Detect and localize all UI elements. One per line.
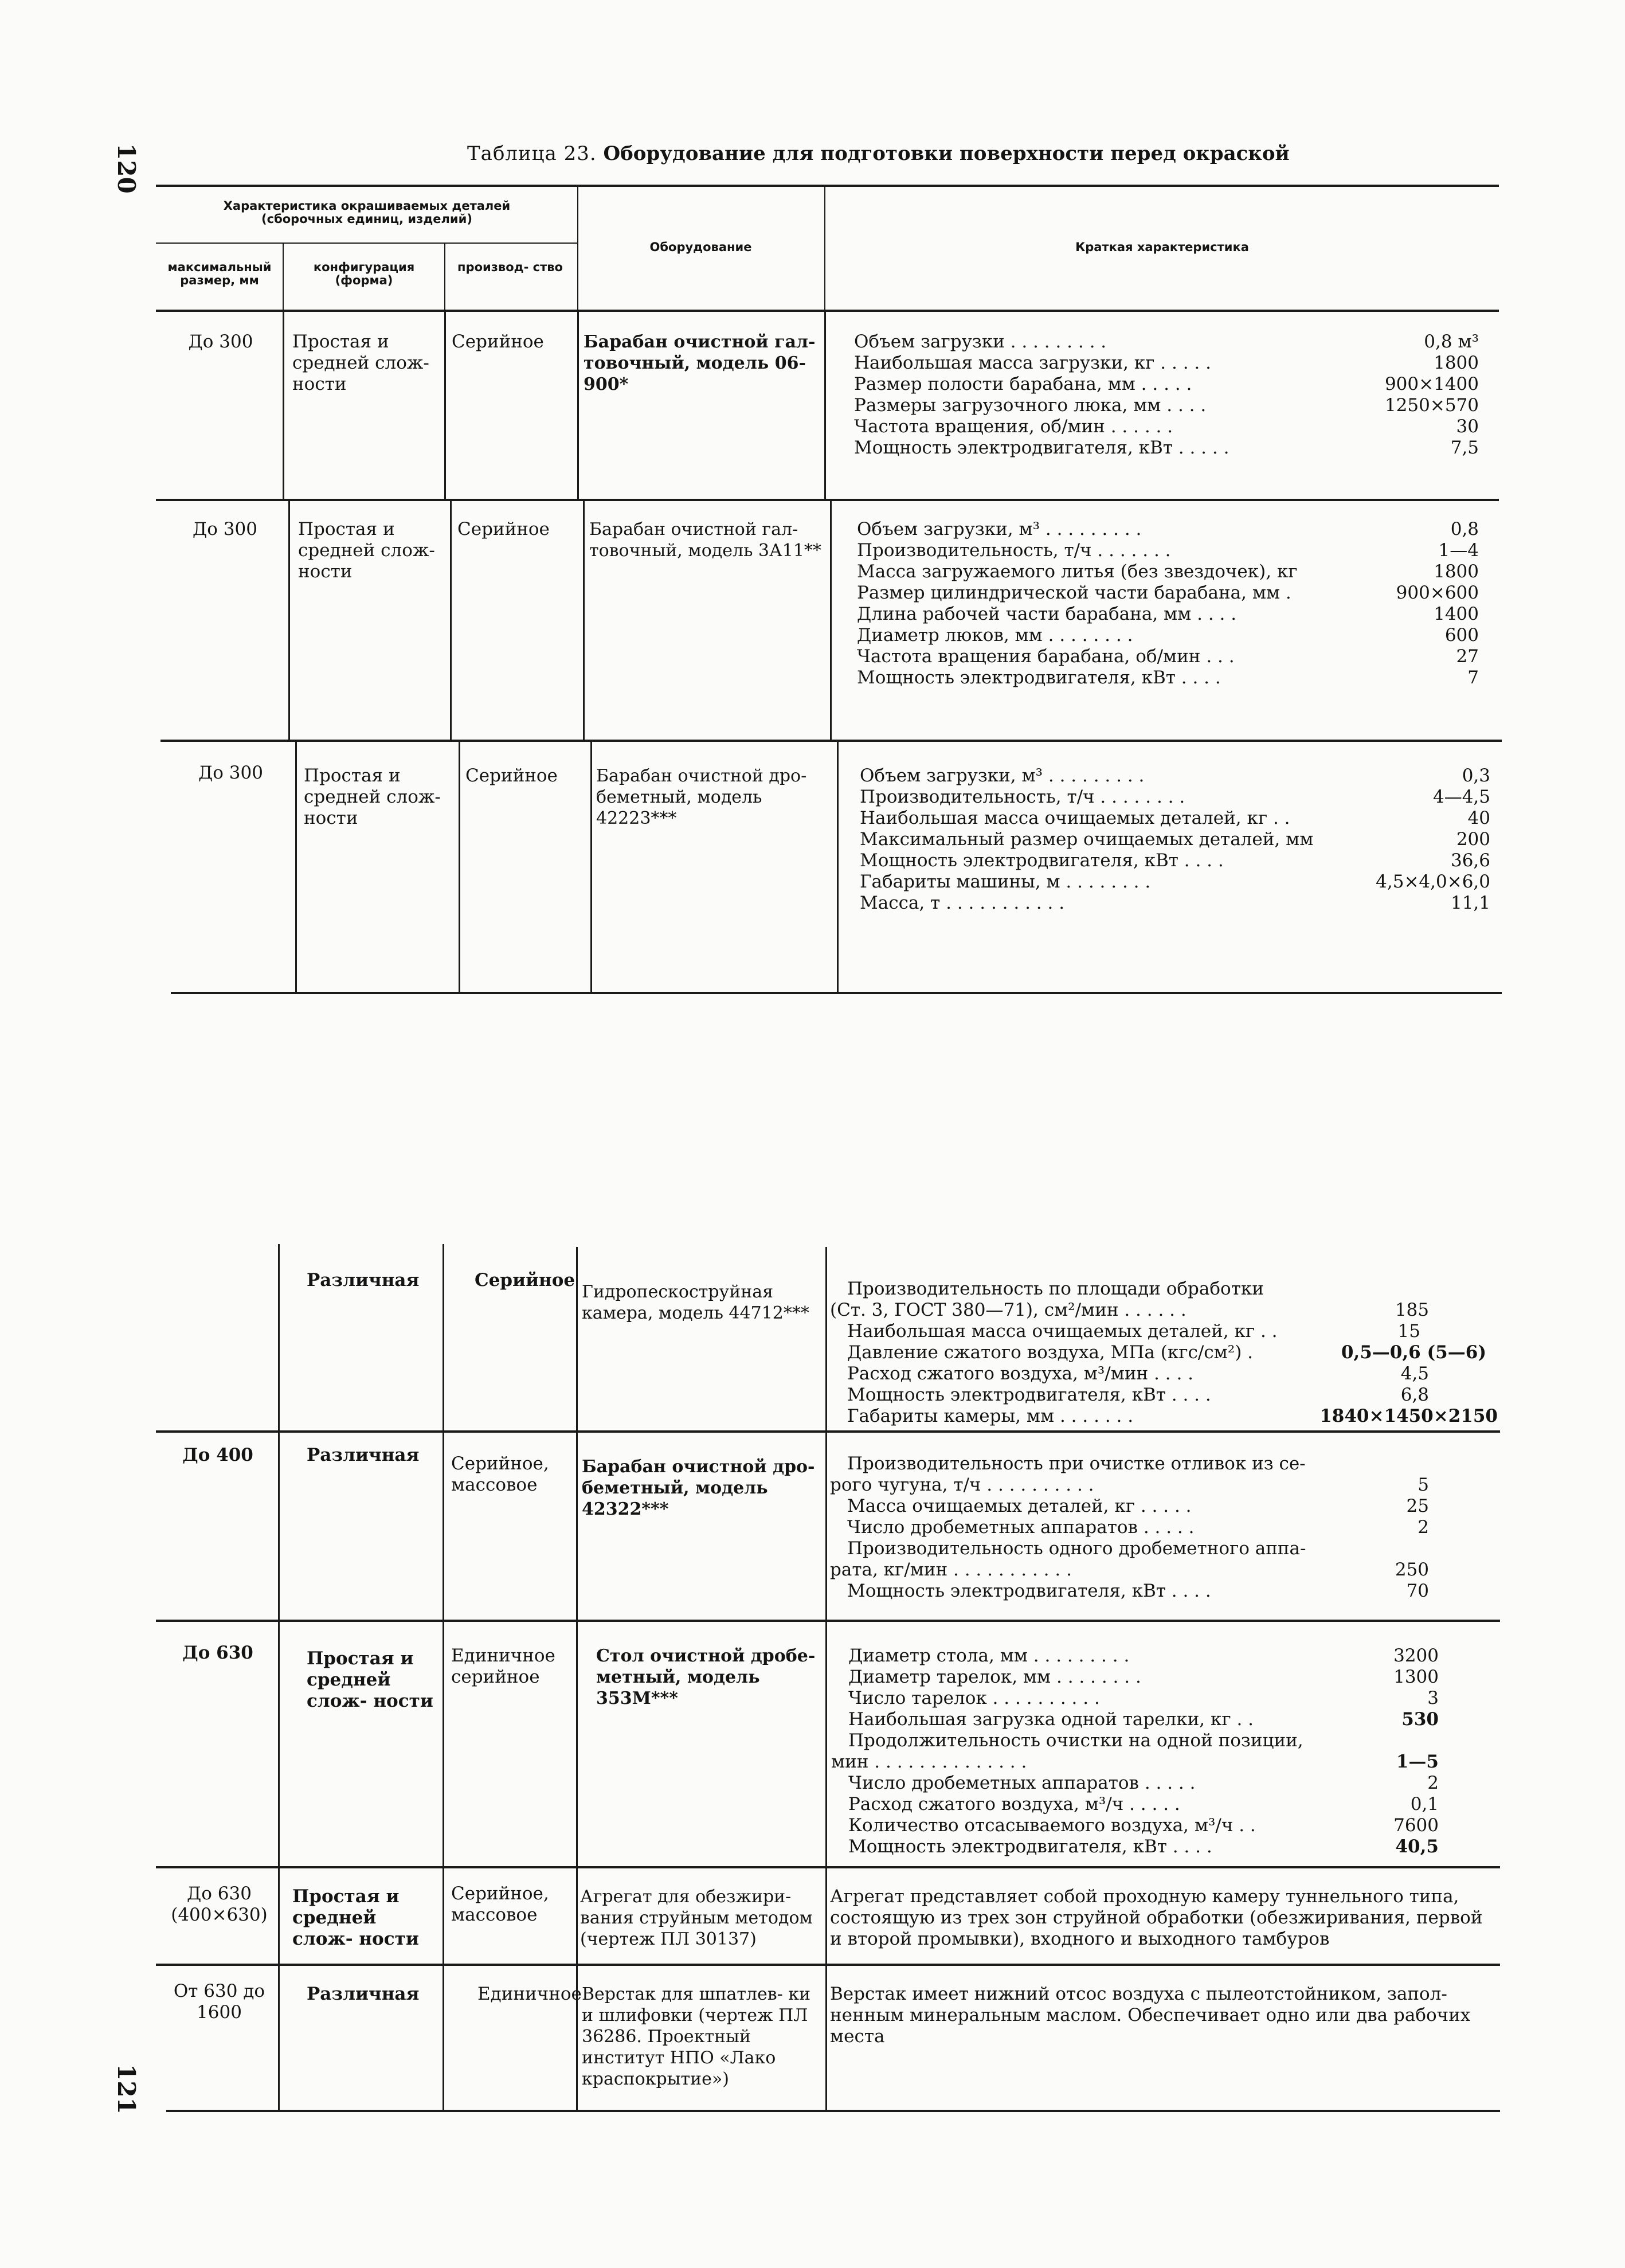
- row-4-shape: Различная: [307, 1270, 420, 1291]
- spec-row: [854, 395, 1479, 416]
- row-6-specs: [831, 1645, 1467, 1858]
- spec-label: Масса очищаемых деталей, кг . . . . .: [847, 1496, 1192, 1516]
- page-number-bottom: 121: [112, 2064, 140, 2114]
- spec-label: Частота вращения, об/мин . . . . . .: [854, 416, 1173, 437]
- row-6-shape: Простая и средней слож- ности: [307, 1648, 433, 1711]
- spec-label: Масса загружаемого литья (без звездочек), кг: [857, 561, 1298, 582]
- table-title-text: Оборудование для подготовки поверхности перед окраской: [603, 142, 1290, 165]
- spec-label: Максимальный размер очищаемых деталей, мм: [860, 829, 1314, 850]
- page-number-top: 120: [112, 143, 140, 194]
- spec-row: [857, 604, 1479, 625]
- spec-value: 4,5×4,0×6,0: [1376, 871, 1490, 892]
- row-1-shape: Простая и средней слож- ности: [292, 331, 429, 394]
- spec-label: Размеры загрузочного люка, мм . . . .: [854, 395, 1207, 416]
- spec-label: Производительность по площади обработки: [847, 1278, 1264, 1299]
- spec-value: 1—4: [1438, 540, 1479, 561]
- spec-label: Объем загрузки . . . . . . . . .: [854, 331, 1107, 352]
- row-5-shape: Различная: [307, 1445, 420, 1465]
- spec-value: 3: [1427, 1688, 1439, 1708]
- row-1-production: Серийное: [452, 331, 544, 352]
- spec-value: 2: [1427, 1773, 1439, 1793]
- spec-row: [848, 1836, 1467, 1858]
- spec-value: 1—5: [1396, 1751, 1439, 1772]
- spec-label: Наибольшая масса очищаемых деталей, кг . .: [860, 808, 1290, 828]
- spec-value: 900×600: [1396, 582, 1479, 603]
- spec-row: [847, 1538, 1486, 1559]
- spec-row: [860, 829, 1490, 850]
- spec-value: 40,5: [1395, 1836, 1439, 1857]
- spec-row: [854, 416, 1479, 437]
- spec-value: 1300: [1393, 1667, 1439, 1687]
- header-equipment: Оборудование: [649, 240, 752, 254]
- spec-label: Диаметр стола, мм . . . . . . . . .: [848, 1645, 1130, 1666]
- spec-value: 7600: [1393, 1815, 1439, 1836]
- spec-label: Габариты машины, м . . . . . . . .: [860, 871, 1151, 892]
- spec-value: 1800: [1434, 353, 1479, 373]
- spec-label: Мощность электродвигателя, кВт . . . .: [847, 1581, 1211, 1601]
- spec-row: [847, 1321, 1498, 1342]
- spec-row: [860, 765, 1490, 787]
- spec-value: 7,5: [1450, 437, 1479, 458]
- spec-row: [857, 646, 1479, 667]
- spec-row: [848, 1709, 1467, 1730]
- row-4-equipment: Гидропескоструйная камера, модель 44712***: [582, 1282, 809, 1323]
- spec-label: Продолжительность очистки на одной позиции,: [848, 1730, 1303, 1751]
- header-characteristics: Краткая характеристика: [1075, 240, 1249, 254]
- spec-label: Производительность при очистке отливок из се-: [847, 1453, 1306, 1474]
- spec-value: 250: [1395, 1559, 1429, 1580]
- row-8-shape: Различная: [307, 1984, 420, 2004]
- spec-value: 30: [1456, 416, 1479, 437]
- spec-value: 5: [1418, 1475, 1429, 1495]
- row-2-equipment: Барабан очистной гал- товочный, модель 3А11**: [589, 519, 821, 561]
- spec-label: Частота вращения барабана, об/мин . . .: [857, 646, 1235, 667]
- spec-value: 0,1: [1410, 1794, 1439, 1815]
- table-title: [467, 142, 1290, 165]
- spec-label: Диаметр люков, мм . . . . . . . .: [857, 625, 1133, 646]
- spec-row: [847, 1496, 1486, 1517]
- spec-value: 1250×570: [1384, 395, 1479, 416]
- spec-row: [860, 871, 1490, 893]
- spec-row: [848, 1815, 1467, 1836]
- spec-value: 25: [1406, 1496, 1429, 1516]
- spec-label: Размер полости барабана, мм . . . . .: [854, 374, 1192, 394]
- row-3-shape: Простая и средней слож- ности: [304, 765, 441, 828]
- row-3-equipment: Барабан очистной дро- беметный, модель 42223***: [596, 766, 807, 828]
- row-5-size: До 400: [182, 1445, 253, 1465]
- row-7-size: До 630 (400×630): [171, 1883, 268, 1925]
- spec-value: 36,6: [1450, 850, 1490, 871]
- row-7-shape: Простая и средней слож- ности: [292, 1886, 419, 1949]
- row-1-specs: [854, 331, 1479, 459]
- spec-label: Габариты камеры, мм . . . . . . .: [847, 1406, 1134, 1426]
- spec-row: [857, 625, 1479, 646]
- spec-value: 11,1: [1450, 893, 1490, 913]
- spec-value: 27: [1456, 646, 1479, 667]
- spec-value: 0,8 м³: [1424, 331, 1479, 352]
- spec-value: 70: [1406, 1581, 1429, 1601]
- spec-value: 900×1400: [1384, 374, 1479, 394]
- spec-value: 40: [1467, 808, 1490, 828]
- spec-row: [830, 1475, 1486, 1496]
- spec-row: [848, 1773, 1467, 1794]
- spec-label: Масса, т . . . . . . . . . . .: [860, 893, 1065, 913]
- spec-row: [854, 437, 1479, 459]
- spec-value: 7: [1467, 667, 1479, 688]
- spec-value: 1840×1450×2150: [1319, 1406, 1498, 1426]
- spec-label: Размер цилиндрической части барабана, мм .: [857, 582, 1291, 603]
- spec-label: Расход сжатого воздуха, м³/ч . . . . .: [848, 1794, 1180, 1815]
- row-6-production: Единичное серийное: [451, 1645, 555, 1687]
- spec-value: 6,8: [1400, 1385, 1429, 1405]
- spec-row: [860, 893, 1490, 914]
- spec-label: Мощность электродвигателя, кВт . . . .: [847, 1385, 1211, 1405]
- row-3-size: До 300: [198, 762, 263, 783]
- spec-label: Диаметр тарелок, мм . . . . . . . .: [848, 1667, 1141, 1687]
- spec-row: [848, 1667, 1467, 1688]
- spec-value: 0,3: [1462, 765, 1490, 786]
- spec-value: 530: [1401, 1709, 1439, 1730]
- spec-label: Количество отсасываемого воздуха, м³/ч . .: [848, 1815, 1256, 1836]
- header-shape: конфигурация (форма): [313, 260, 415, 287]
- spec-value: 1400: [1434, 604, 1479, 624]
- spec-label: Производительность, т/ч . . . . . . . .: [860, 787, 1185, 807]
- row-7-description: Агрегат представляет собой проходную камеру туннельного типа, состоящую из трех зон струйной обработки (обезжиривания, первой и второй промывки), входного и выходного тамбуров: [830, 1886, 1483, 1949]
- row-2-specs: [857, 519, 1479, 689]
- spec-label: рата, кг/мин . . . . . . . . . . .: [830, 1559, 1072, 1580]
- row-2-shape: Простая и средней слож- ности: [298, 519, 435, 582]
- spec-value: 0,8: [1450, 519, 1479, 539]
- spec-value: 1800: [1434, 561, 1479, 582]
- spec-label: Мощность электродвигателя, кВт . . . . .: [854, 437, 1229, 458]
- row-7-equipment: Агрегат для обезжири- вания струйным методом (чертеж ПЛ 30137): [580, 1887, 813, 1949]
- row-8-equipment: Верстак для шпатлев- ки и шлифовки (чертеж ПЛ 36286. Проектный институт НПО «Лако краспокрытие»): [582, 1984, 811, 2089]
- row-8-production: Единичное: [477, 1984, 582, 2004]
- row-6-equipment: Стол очистной дробе- метный, модель 353М***: [596, 1646, 816, 1708]
- row-8-size: От 630 до 1600: [173, 1981, 265, 2023]
- row-8-description: Верстак имеет нижний отсос воздуха с пылеотстойником, запол- ненным минеральным маслом. Обеспечивает одно или два рабочих места: [830, 1984, 1471, 2047]
- row-4-production: Серийное: [475, 1270, 575, 1291]
- spec-row: [847, 1363, 1498, 1385]
- spec-label: Число дробеметных аппаратов . . . . .: [847, 1517, 1195, 1538]
- spec-label: Объем загрузки, м³ . . . . . . . . .: [857, 519, 1142, 539]
- spec-row: [847, 1581, 1486, 1602]
- spec-row: [847, 1406, 1498, 1427]
- spec-label: Число дробеметных аппаратов . . . . .: [848, 1773, 1196, 1793]
- spec-row: [830, 1300, 1498, 1321]
- spec-row: [847, 1342, 1498, 1363]
- spec-label: Мощность электродвигателя, кВт . . . .: [860, 850, 1224, 871]
- header-production: производ- ство: [457, 260, 563, 274]
- spec-row: [857, 582, 1479, 604]
- spec-label: Объем загрузки, м³ . . . . . . . . .: [860, 765, 1145, 786]
- spec-value: 200: [1456, 829, 1490, 850]
- spec-row: [854, 353, 1479, 374]
- row-4-specs: [830, 1278, 1498, 1427]
- spec-value: 3200: [1393, 1645, 1439, 1666]
- row-1-equipment: Барабан очистной гал- товочный, модель 06-900*: [584, 332, 816, 394]
- spec-row: [860, 787, 1490, 808]
- spec-row: [848, 1645, 1467, 1667]
- spec-row: [857, 561, 1479, 582]
- spec-row: [857, 519, 1479, 540]
- spec-label: Длина рабочей части барабана, мм . . . .: [857, 604, 1237, 624]
- spec-row: [830, 1559, 1486, 1581]
- row-7-production: Серийное, массовое: [451, 1883, 549, 1925]
- row-5-production: Серийное, массовое: [451, 1453, 549, 1495]
- spec-row: [857, 540, 1479, 561]
- spec-value: 185: [1395, 1300, 1429, 1320]
- spec-value: 0,5—0,6 (5—6): [1341, 1342, 1486, 1363]
- spec-row: [857, 667, 1479, 689]
- spec-label: Производительность одного дробеметного аппа-: [847, 1538, 1306, 1559]
- spec-label: Давление сжатого воздуха, МПа (кгс/см²) .: [847, 1342, 1253, 1363]
- spec-label: Наибольшая загрузка одной тарелки, кг . .: [848, 1709, 1254, 1730]
- spec-row: [848, 1794, 1467, 1815]
- spec-row: [860, 850, 1490, 871]
- spec-row: [847, 1453, 1486, 1475]
- row-5-specs: [830, 1453, 1486, 1602]
- spec-label: (Ст. 3, ГОСТ 380—71), см²/мин . . . . . .: [830, 1300, 1187, 1320]
- spec-row: [860, 808, 1490, 829]
- spec-label: мин . . . . . . . . . . . . . .: [831, 1751, 1027, 1772]
- spec-label: Расход сжатого воздуха, м³/мин . . . .: [847, 1363, 1194, 1384]
- spec-label: Наибольшая масса загрузки, кг . . . . .: [854, 353, 1211, 373]
- spec-row: [847, 1517, 1486, 1538]
- spec-value: 2: [1418, 1517, 1429, 1538]
- spec-value: 4—4,5: [1432, 787, 1490, 807]
- table-title-prefix: Таблица 23.: [467, 142, 597, 165]
- row-3-production: Серийное: [465, 765, 558, 786]
- spec-label: Число тарелок . . . . . . . . . .: [848, 1688, 1100, 1708]
- row-1-size: До 300: [188, 331, 253, 352]
- row-2-production: Серийное: [457, 519, 550, 539]
- spec-row: [847, 1278, 1498, 1300]
- spec-row: [854, 374, 1479, 395]
- spec-value: 15: [1397, 1321, 1420, 1342]
- spec-row: [831, 1751, 1467, 1773]
- spec-row: [847, 1385, 1498, 1406]
- spec-value: 4,5: [1400, 1363, 1429, 1384]
- spec-label: рого чугуна, т/ч . . . . . . . . . .: [830, 1475, 1094, 1495]
- spec-row: [848, 1688, 1467, 1709]
- row-3-specs: [860, 765, 1490, 914]
- row-5-equipment: Барабан очистной дро- беметный, модель 42322***: [582, 1457, 815, 1519]
- row-6-size: До 630: [182, 1643, 253, 1663]
- spec-row: [848, 1730, 1467, 1751]
- spec-row: [854, 331, 1479, 353]
- spec-label: Наибольшая масса очищаемых деталей, кг . .: [847, 1321, 1278, 1342]
- header-detail-characteristics: Характеристика окрашиваемых деталей (сборочных единиц, изделий): [223, 199, 511, 226]
- spec-label: Производительность, т/ч . . . . . . .: [857, 540, 1171, 561]
- spec-label: Мощность электродвигателя, кВт . . . .: [857, 667, 1221, 688]
- spec-value: 600: [1444, 625, 1479, 646]
- row-2-size: До 300: [193, 519, 257, 539]
- spec-label: Мощность электродвигателя, кВт . . . .: [848, 1836, 1212, 1857]
- header-max-size: максимальный размер, мм: [167, 260, 272, 287]
